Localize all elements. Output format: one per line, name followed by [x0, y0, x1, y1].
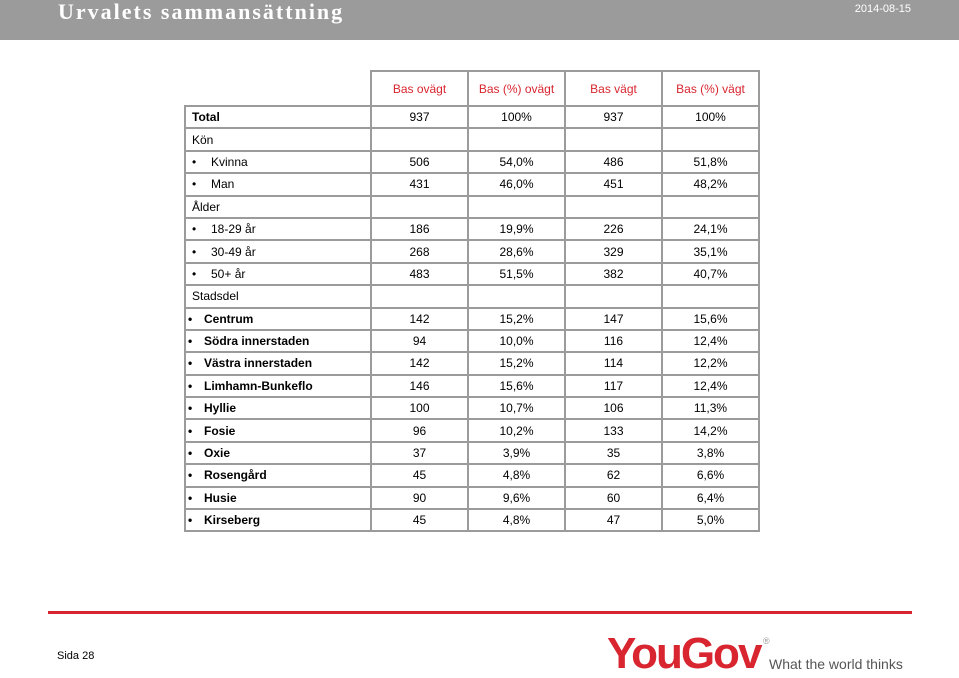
- table-cell: 14,2%: [662, 419, 759, 441]
- table-cell: 48,2%: [662, 173, 759, 195]
- table-cell: 54,0%: [468, 151, 565, 173]
- table-cell: 451: [565, 173, 662, 195]
- table-cell: 100%: [662, 106, 759, 128]
- table-cell: 937: [565, 106, 662, 128]
- table-cell: 10,7%: [468, 397, 565, 419]
- table-row: [185, 375, 759, 397]
- table-row: [185, 308, 759, 330]
- table-cell: 106: [565, 397, 662, 419]
- yougov-logo: YouGov: [607, 629, 761, 678]
- row-label-text: Kvinna: [211, 154, 248, 169]
- registered-mark: ®: [763, 636, 770, 646]
- table-cell: 46,0%: [468, 173, 565, 195]
- table-cell: 45: [371, 509, 468, 531]
- row-label-text: Oxie: [204, 446, 231, 461]
- table-cell: [371, 285, 468, 307]
- table-row: [185, 196, 759, 218]
- table-cell: 12,2%: [662, 352, 759, 374]
- bullet-icon: •: [192, 244, 197, 259]
- table-row: [185, 218, 759, 240]
- table-cell: 62: [565, 464, 662, 486]
- bullet-icon: •: [192, 222, 197, 237]
- table-cell: 268: [371, 240, 468, 262]
- row-label-text: Stadsdel: [192, 289, 239, 304]
- row-label: [185, 487, 371, 509]
- column-header: Bas (%) vägt: [662, 71, 759, 106]
- bullet-icon: •: [188, 423, 193, 438]
- row-label: [185, 218, 371, 240]
- row-label: [185, 263, 371, 285]
- table-cell: 329: [565, 240, 662, 262]
- table-row: [185, 285, 759, 307]
- page-number: Sida 28: [57, 650, 95, 662]
- table-row: [185, 464, 759, 486]
- table-cell: [662, 196, 759, 218]
- row-label: [185, 509, 371, 531]
- table-cell: 47: [565, 509, 662, 531]
- bullet-icon: •: [192, 177, 197, 192]
- table-cell: 12,4%: [662, 330, 759, 352]
- table-cell: 483: [371, 263, 468, 285]
- table-cell: [468, 285, 565, 307]
- bullet-icon: •: [188, 490, 193, 505]
- table-row: [185, 352, 759, 374]
- table-cell: 142: [371, 352, 468, 374]
- table-cell: 3,8%: [662, 442, 759, 464]
- row-label-text: Rosengård: [204, 468, 267, 483]
- row-label-text: 50+ år: [211, 266, 246, 281]
- table-cell: 142: [371, 308, 468, 330]
- row-label-text: Kirseberg: [204, 513, 261, 528]
- table-cell: [565, 285, 662, 307]
- table-cell: 226: [565, 218, 662, 240]
- table-cell: [468, 128, 565, 150]
- row-label: [185, 106, 371, 128]
- row-label-text: Limhamn-Bunkeflo: [204, 378, 313, 393]
- table-cell: 6,4%: [662, 487, 759, 509]
- table-cell: 114: [565, 352, 662, 374]
- bullet-icon: •: [192, 266, 197, 281]
- table-cell: 6,6%: [662, 464, 759, 486]
- column-header: Bas (%) ovägt: [468, 71, 565, 106]
- table-header-row: [185, 71, 759, 106]
- row-label-text: Västra innerstaden: [204, 356, 313, 371]
- table-cell: [371, 128, 468, 150]
- table-cell: 45: [371, 464, 468, 486]
- table-cell: 506: [371, 151, 468, 173]
- table-cell: 12,4%: [662, 375, 759, 397]
- row-label: [185, 308, 371, 330]
- table-cell: 40,7%: [662, 263, 759, 285]
- table-cell: 5,0%: [662, 509, 759, 531]
- row-label: [185, 240, 371, 262]
- table-cell: 116: [565, 330, 662, 352]
- table-row: [185, 330, 759, 352]
- table-cell: 117: [565, 375, 662, 397]
- table-row: [185, 442, 759, 464]
- table-cell: 28,6%: [468, 240, 565, 262]
- table-cell: 4,8%: [468, 509, 565, 531]
- header-corner: [185, 71, 371, 106]
- row-label: [185, 442, 371, 464]
- row-label: [185, 397, 371, 419]
- row-label-text: Man: [211, 177, 235, 192]
- bullet-icon: •: [188, 311, 193, 326]
- table-cell: 96: [371, 419, 468, 441]
- bullet-icon: •: [188, 468, 193, 483]
- table-cell: 9,6%: [468, 487, 565, 509]
- bullet-icon: •: [188, 401, 193, 416]
- table-cell: 382: [565, 263, 662, 285]
- row-label-text: Centrum: [204, 311, 254, 326]
- row-label: [185, 330, 371, 352]
- table-row: [185, 173, 759, 195]
- table-cell: 431: [371, 173, 468, 195]
- bullet-icon: •: [188, 356, 193, 371]
- table-cell: 146: [371, 375, 468, 397]
- column-header: Bas ovägt: [371, 71, 468, 106]
- row-label-text: Husie: [204, 490, 237, 505]
- table-cell: 11,3%: [662, 397, 759, 419]
- table-cell: 90: [371, 487, 468, 509]
- column-header: Bas vägt: [565, 71, 662, 106]
- table-cell: 94: [371, 330, 468, 352]
- table-row: [185, 151, 759, 173]
- row-label: [185, 196, 371, 218]
- table-cell: 24,1%: [662, 218, 759, 240]
- logo-tagline: What the world thinks: [769, 656, 903, 672]
- row-label-text: Ålder: [192, 199, 221, 214]
- table-cell: 10,2%: [468, 419, 565, 441]
- row-label: [185, 375, 371, 397]
- row-label-text: Södra innerstaden: [204, 334, 310, 349]
- page-title: Urvalets sammansättning: [58, 0, 345, 24]
- footer-divider: [48, 611, 912, 614]
- table-cell: [565, 128, 662, 150]
- table-cell: 133: [565, 419, 662, 441]
- sample-composition-table: [184, 70, 760, 532]
- row-label: [185, 128, 371, 150]
- table-cell: [565, 196, 662, 218]
- bullet-icon: •: [188, 446, 193, 461]
- table-cell: 186: [371, 218, 468, 240]
- table-cell: 3,9%: [468, 442, 565, 464]
- table-row: [185, 397, 759, 419]
- table-row: [185, 419, 759, 441]
- bullet-icon: •: [188, 378, 193, 393]
- bullet-icon: •: [188, 334, 193, 349]
- table-cell: 15,6%: [468, 375, 565, 397]
- table-row: [185, 240, 759, 262]
- table-cell: 100: [371, 397, 468, 419]
- table-cell: 486: [565, 151, 662, 173]
- bullet-icon: •: [188, 513, 193, 528]
- table-cell: [662, 285, 759, 307]
- header-date: 2014-08-15: [854, 3, 911, 15]
- table-cell: 60: [565, 487, 662, 509]
- table-row: [185, 128, 759, 150]
- table-cell: 15,2%: [468, 308, 565, 330]
- row-label: [185, 352, 371, 374]
- table-cell: 35: [565, 442, 662, 464]
- table-cell: 15,6%: [662, 308, 759, 330]
- table-row: [185, 487, 759, 509]
- table-cell: 35,1%: [662, 240, 759, 262]
- row-label: [185, 419, 371, 441]
- table-cell: 15,2%: [468, 352, 565, 374]
- row-label: [185, 151, 371, 173]
- table-cell: 19,9%: [468, 218, 565, 240]
- table-cell: [662, 128, 759, 150]
- header-bar: [0, 0, 959, 40]
- row-label: [185, 464, 371, 486]
- table-row: [185, 106, 759, 128]
- table-cell: 10,0%: [468, 330, 565, 352]
- row-label-text: Hyllie: [204, 401, 237, 416]
- row-label-text: Fosie: [204, 423, 236, 438]
- table-cell: 937: [371, 106, 468, 128]
- table-cell: [371, 196, 468, 218]
- table-row: [185, 263, 759, 285]
- table-cell: 4,8%: [468, 464, 565, 486]
- row-label: [185, 173, 371, 195]
- table-cell: 100%: [468, 106, 565, 128]
- table-cell: 147: [565, 308, 662, 330]
- table-cell: [468, 196, 565, 218]
- table-cell: 51,5%: [468, 263, 565, 285]
- row-label: [185, 285, 371, 307]
- row-label-text: 30-49 år: [211, 244, 256, 259]
- table-cell: 51,8%: [662, 151, 759, 173]
- row-label-text: 18-29 år: [211, 222, 256, 237]
- row-label-text: Kön: [192, 132, 214, 147]
- table-row: [185, 509, 759, 531]
- bullet-icon: •: [192, 154, 197, 169]
- row-label-text: Total: [192, 110, 220, 125]
- table-cell: 37: [371, 442, 468, 464]
